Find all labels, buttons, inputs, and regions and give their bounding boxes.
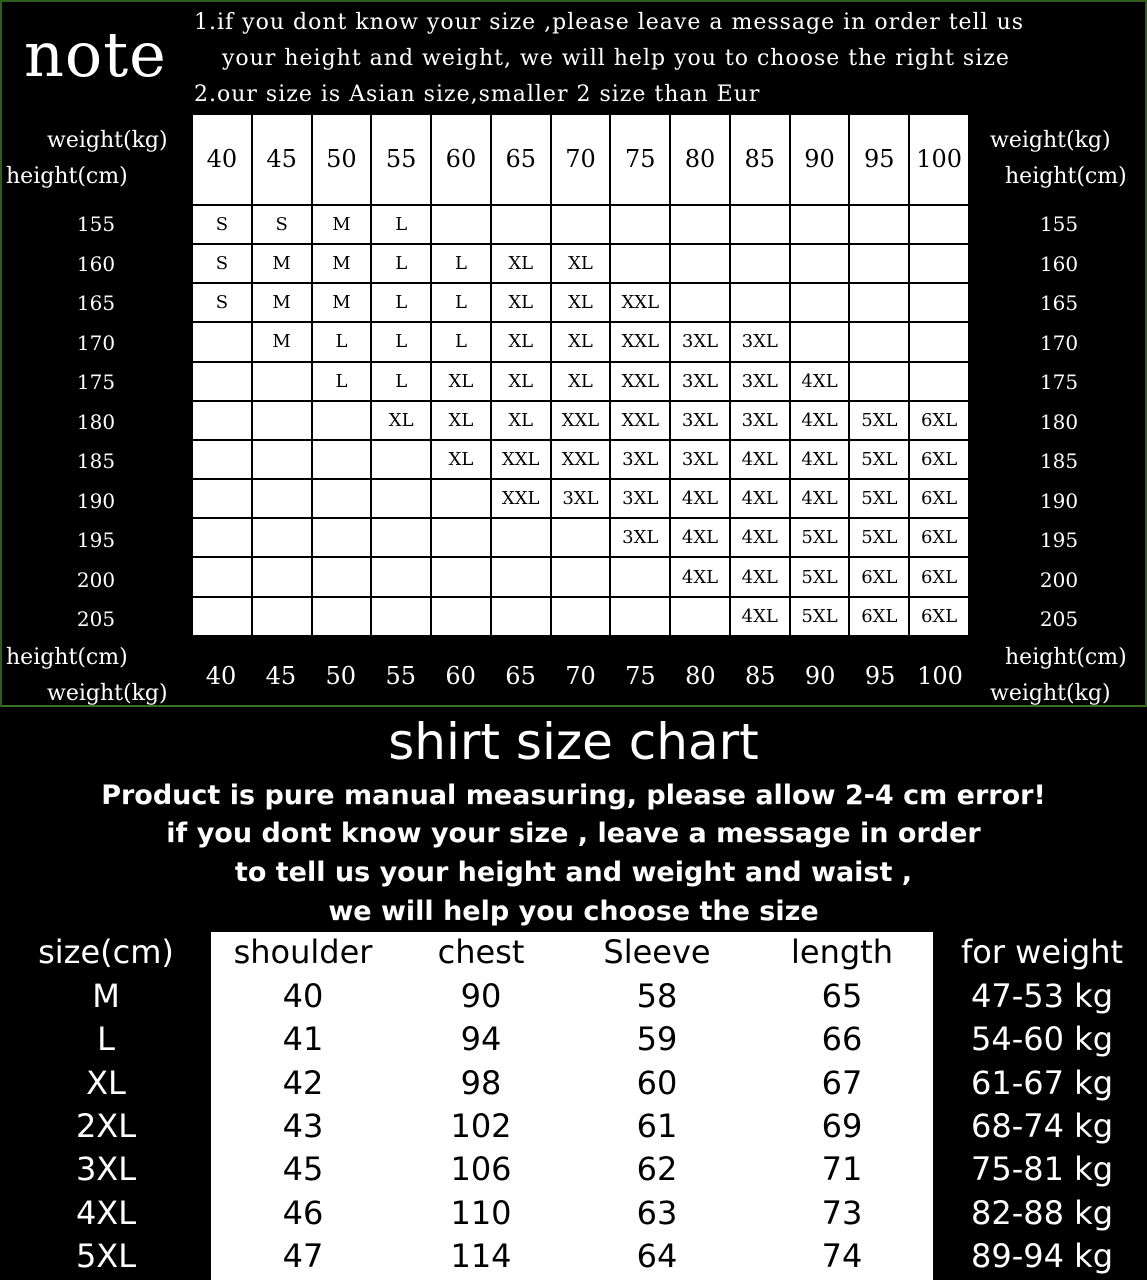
weight-header-cell: 80 — [670, 114, 730, 205]
left-height-label-160: 160 — [76, 251, 116, 276]
size-grid-cell: M — [252, 283, 312, 322]
weight-header-cell: 85 — [730, 114, 790, 205]
size-grid-cell: XL — [491, 322, 551, 361]
size-grid-cell: 3XL — [610, 440, 670, 479]
size-grid-cell — [431, 205, 491, 244]
size-grid-cell: 5XL — [849, 401, 909, 440]
weight-header-cell: 55 — [371, 114, 431, 205]
size-grid-cell — [192, 557, 252, 596]
size-grid-cell — [790, 283, 850, 322]
size-grid-cell — [192, 479, 252, 518]
bottom-right-weight-label: weight(kg) — [990, 681, 1111, 706]
size-grid-cell: XL — [431, 440, 491, 479]
shirt-chart-title: shirt size chart — [388, 713, 759, 771]
size-grid-cell: M — [252, 322, 312, 361]
size-grid-row — [192, 401, 969, 440]
size-grid-cell: 4XL — [790, 440, 850, 479]
cell-sleeve: 62 — [636, 1150, 678, 1189]
size-grid-row — [192, 597, 969, 636]
size-grid-cell — [192, 440, 252, 479]
size-grid-cell — [730, 283, 790, 322]
size-grid-cell — [371, 597, 431, 636]
weight-header-cell: 75 — [610, 114, 670, 205]
weight-header-cell: 100 — [909, 114, 969, 205]
cell-length: 65 — [821, 977, 863, 1015]
right-height-label-205: 205 — [1039, 607, 1079, 631]
left-height-label-205: 205 — [76, 607, 116, 631]
right-height-label-175: 175 — [1039, 370, 1079, 394]
cell-for-weight: 89-94 kg — [971, 1236, 1113, 1275]
size-grid-cell — [491, 205, 551, 244]
size-grid-cell — [551, 205, 611, 244]
weight-header-cell: 40 — [192, 114, 252, 205]
size-grid-cell — [670, 597, 730, 636]
size-grid-cell — [670, 283, 730, 322]
size-grid-cell: M — [312, 244, 372, 283]
size-grid-cell: S — [192, 205, 252, 244]
size-grid-cell — [431, 557, 491, 596]
size-grid-cell: XL — [491, 401, 551, 440]
size-grid-cell: XXL — [551, 401, 611, 440]
cell-chest: 110 — [450, 1193, 512, 1232]
size-grid-row — [192, 479, 969, 518]
cell-size: 2XL — [75, 1106, 137, 1145]
cell-for-weight: 47-53 kg — [971, 977, 1113, 1015]
cell-length: 67 — [821, 1063, 863, 1102]
size-grid-cell — [610, 597, 670, 636]
size-grid-cell: L — [371, 362, 431, 401]
size-grid-row — [192, 205, 969, 244]
size-grid-cell — [312, 518, 372, 557]
right-height-label: height(cm) — [1005, 164, 1127, 189]
left-height-label-200: 200 — [76, 567, 116, 592]
size-grid-cell — [192, 362, 252, 401]
size-grid-cell: 3XL — [730, 362, 790, 401]
bottom-right-height-label: height(cm) — [1005, 645, 1127, 670]
size-grid-row — [192, 518, 969, 557]
bottom-weight-cell: 65 — [505, 662, 536, 690]
cell-sleeve: 61 — [636, 1106, 678, 1145]
size-grid-cell — [192, 597, 252, 636]
header-for-weight: for weight — [960, 933, 1124, 971]
right-height-label-160: 160 — [1039, 251, 1079, 276]
size-grid-cell — [431, 597, 491, 636]
size-grid-cell — [252, 362, 312, 401]
size-grid-cell: 6XL — [849, 557, 909, 596]
size-grid-cell: XL — [551, 283, 611, 322]
size-grid-cell — [849, 283, 909, 322]
size-grid-cell: 4XL — [790, 362, 850, 401]
cell-for-weight: 54-60 kg — [971, 1020, 1113, 1059]
size-grid-cell — [790, 244, 850, 283]
size-grid-cell: L — [431, 244, 491, 283]
size-grid-cell: 4XL — [670, 518, 730, 557]
size-grid-cell: XL — [431, 362, 491, 401]
bottom-weight-cell: 40 — [205, 662, 237, 690]
left-height-label-190: 190 — [76, 488, 116, 513]
shirt-note-line-2: if you dont know your size , leave a message in order — [166, 818, 981, 849]
size-grid-cell — [192, 518, 252, 557]
size-grid-cell: 3XL — [670, 322, 730, 361]
bottom-weight-cell: 80 — [685, 662, 716, 690]
size-grid-cell — [551, 557, 611, 596]
size-grid-cell — [312, 597, 372, 636]
left-height-label: height(cm) — [6, 164, 128, 189]
bottom-weight-cell: 75 — [625, 662, 656, 690]
right-height-label-185: 185 — [1039, 449, 1079, 473]
size-grid-cell: 6XL — [909, 597, 969, 636]
size-grid-cell: 4XL — [670, 479, 730, 518]
size-grid-cell — [252, 479, 312, 518]
left-height-label-155: 155 — [76, 212, 116, 236]
right-height-label-200: 200 — [1039, 567, 1079, 592]
weight-header-cell: 60 — [431, 114, 491, 205]
cell-chest: 98 — [460, 1063, 502, 1102]
note-heading: note — [24, 18, 167, 91]
size-grid-cell — [730, 205, 790, 244]
size-grid-cell — [610, 244, 670, 283]
cell-shoulder: 40 — [282, 977, 324, 1015]
size-grid-row — [192, 440, 969, 479]
cell-shoulder: 45 — [282, 1150, 324, 1189]
weight-header-cell: 50 — [312, 114, 372, 205]
size-grid-cell — [909, 283, 969, 322]
size-grid-table — [191, 113, 970, 637]
size-grid-cell: M — [312, 205, 372, 244]
shirt-note-line-4: we will help you choose the size — [328, 896, 819, 927]
size-grid-cell — [192, 401, 252, 440]
size-grid-cell: XXL — [491, 440, 551, 479]
cell-chest: 102 — [450, 1106, 512, 1145]
cell-sleeve: 63 — [636, 1193, 678, 1232]
size-grid-cell: 4XL — [670, 557, 730, 596]
cell-shoulder: 47 — [282, 1236, 324, 1275]
size-grid-cell: 4XL — [730, 440, 790, 479]
size-grid-cell — [849, 205, 909, 244]
left-weight-label: weight(kg) — [47, 128, 168, 153]
size-grid-cell: 3XL — [730, 401, 790, 440]
size-grid-cell — [371, 557, 431, 596]
size-grid-cell: 6XL — [909, 401, 969, 440]
size-grid-cell: 6XL — [909, 479, 969, 518]
size-grid-cell: M — [312, 283, 372, 322]
header-sleeve: Sleeve — [603, 933, 711, 971]
bottom-left-weight-label: weight(kg) — [47, 681, 168, 706]
cell-for-weight: 82-88 kg — [971, 1193, 1113, 1232]
size-grid-row — [192, 557, 969, 596]
cell-for-weight: 75-81 kg — [971, 1150, 1113, 1189]
size-grid-cell: XXL — [491, 479, 551, 518]
cell-size: XL — [86, 1063, 126, 1102]
size-grid-cell — [491, 597, 551, 636]
size-grid-cell — [849, 244, 909, 283]
size-grid-cell: L — [371, 322, 431, 361]
size-grid-cell: XL — [551, 362, 611, 401]
size-grid-cell — [252, 557, 312, 596]
size-grid-cell — [551, 597, 611, 636]
size-grid-cell — [252, 518, 312, 557]
size-grid-cell: XL — [551, 322, 611, 361]
cell-length: 66 — [821, 1020, 863, 1059]
bottom-weight-cell: 55 — [385, 662, 416, 690]
header-length: length — [791, 933, 893, 971]
cell-shoulder: 42 — [282, 1063, 324, 1102]
weight-header-row — [192, 114, 969, 205]
size-grid-cell — [790, 322, 850, 361]
cell-chest: 106 — [450, 1150, 512, 1189]
size-grid-cell: S — [192, 283, 252, 322]
weight-header-cell: 70 — [551, 114, 611, 205]
bottom-weight-cell: 45 — [265, 662, 297, 690]
size-grid-cell: XXL — [551, 440, 611, 479]
size-grid-cell: 5XL — [849, 518, 909, 557]
size-grid-cell — [610, 205, 670, 244]
bottom-weight-cell: 60 — [445, 662, 476, 690]
size-grid-cell: 3XL — [610, 479, 670, 518]
right-height-label-155: 155 — [1039, 212, 1079, 236]
size-grid-cell: 3XL — [730, 322, 790, 361]
size-grid-cell: 5XL — [849, 479, 909, 518]
bottom-weight-cell: 95 — [864, 662, 896, 690]
note-line-1: 1.if you dont know your size ,please leave a message in order tell us — [194, 10, 1025, 35]
size-grid-cell: L — [431, 322, 491, 361]
size-grid-cell: 3XL — [551, 479, 611, 518]
size-grid-cell: 4XL — [730, 479, 790, 518]
size-grid-cell: L — [371, 244, 431, 283]
size-grid-cell — [551, 518, 611, 557]
right-height-label-165: 165 — [1039, 291, 1079, 315]
bottom-weight-cell: 100 — [917, 662, 963, 690]
size-grid-cell: 3XL — [670, 362, 730, 401]
weight-header-cell: 90 — [790, 114, 850, 205]
cell-for-weight: 61-67 kg — [971, 1063, 1113, 1102]
size-grid-cell: L — [371, 283, 431, 322]
cell-size: 3XL — [75, 1150, 137, 1189]
size-grid-cell — [610, 557, 670, 596]
size-grid-cell: S — [192, 244, 252, 283]
weight-header-cell: 95 — [849, 114, 909, 205]
cell-size: L — [97, 1020, 115, 1059]
size-grid-cell: 5XL — [790, 518, 850, 557]
size-grid-cell — [371, 518, 431, 557]
left-height-label-175: 175 — [76, 370, 116, 394]
cell-shoulder: 43 — [282, 1106, 324, 1145]
size-grid-row — [192, 362, 969, 401]
size-grid-cell — [909, 205, 969, 244]
size-grid-cell — [252, 401, 312, 440]
size-grid-cell — [790, 205, 850, 244]
size-grid-body — [192, 205, 969, 636]
right-height-label-180: 180 — [1039, 409, 1079, 434]
size-grid-cell — [312, 557, 372, 596]
size-grid-cell: 6XL — [909, 557, 969, 596]
shirt-note-line-1: Product is pure manual measuring, please allow 2-4 cm error! — [101, 780, 1046, 811]
cell-sleeve: 58 — [636, 977, 678, 1015]
size-grid-cell: M — [252, 244, 312, 283]
size-grid-cell — [670, 205, 730, 244]
size-grid-cell: XXL — [610, 322, 670, 361]
size-grid-cell — [371, 479, 431, 518]
bottom-weight-cell: 50 — [325, 662, 357, 690]
size-grid-cell: 6XL — [849, 597, 909, 636]
weight-header-cell: 65 — [491, 114, 551, 205]
weight-header-cell: 45 — [252, 114, 312, 205]
shirt-note-line-3: to tell us your height and weight and waist , — [234, 857, 913, 888]
size-grid-cell — [371, 440, 431, 479]
cell-sleeve: 60 — [636, 1063, 678, 1102]
size-grid-cell: 6XL — [909, 440, 969, 479]
size-grid-cell: L — [371, 205, 431, 244]
bottom-weight-cell: 90 — [804, 662, 836, 690]
size-grid-cell: L — [431, 283, 491, 322]
note-line-3: 2.our size is Asian size,smaller 2 size than Eur — [194, 82, 761, 107]
size-grid-cell — [312, 401, 372, 440]
right-height-label-190: 190 — [1039, 488, 1079, 513]
size-grid-cell — [431, 518, 491, 557]
cell-size: 4XL — [75, 1193, 137, 1232]
size-grid-cell — [192, 322, 252, 361]
size-grid-cell: 3XL — [670, 440, 730, 479]
right-height-label-195: 195 — [1039, 528, 1079, 552]
header-chest: chest — [437, 933, 525, 971]
header-shoulder: shoulder — [233, 933, 373, 971]
left-height-label-170: 170 — [76, 330, 116, 355]
cell-for-weight: 68-74 kg — [971, 1106, 1113, 1145]
size-grid-cell: 4XL — [790, 479, 850, 518]
size-grid-cell: S — [252, 205, 312, 244]
right-weight-label: weight(kg) — [990, 128, 1111, 153]
size-grid-row — [192, 283, 969, 322]
note-line-2: your height and weight, we will help you to choose the right size — [222, 46, 1010, 71]
size-grid-row — [192, 244, 969, 283]
size-grid-row — [192, 322, 969, 361]
cell-length: 71 — [821, 1150, 863, 1189]
size-grid-cell — [312, 479, 372, 518]
size-grid-cell — [491, 557, 551, 596]
size-grid-cell — [849, 362, 909, 401]
cell-sleeve: 64 — [636, 1236, 678, 1275]
size-grid-cell: 4XL — [730, 518, 790, 557]
size-grid-cell — [849, 322, 909, 361]
size-grid-cell: 4XL — [730, 557, 790, 596]
size-grid-cell — [730, 244, 790, 283]
left-height-label-165: 165 — [76, 291, 116, 315]
size-grid-cell: XL — [491, 283, 551, 322]
size-grid-cell — [670, 244, 730, 283]
size-grid-cell: L — [312, 362, 372, 401]
left-height-label-185: 185 — [76, 449, 116, 473]
cell-shoulder: 46 — [282, 1193, 324, 1232]
cell-chest: 90 — [460, 977, 502, 1015]
size-grid-cell: 5XL — [849, 440, 909, 479]
size-grid-cell: XL — [431, 401, 491, 440]
size-grid-cell — [909, 244, 969, 283]
cell-length: 69 — [821, 1106, 863, 1145]
bottom-weight-cell: 70 — [565, 662, 596, 690]
size-grid-cell: XXL — [610, 362, 670, 401]
cell-sleeve: 59 — [636, 1020, 678, 1059]
size-grid-cell — [431, 479, 491, 518]
size-grid-cell: 4XL — [730, 597, 790, 636]
bottom-weight-row — [191, 664, 970, 688]
size-grid-cell: L — [312, 322, 372, 361]
cell-length: 74 — [821, 1236, 863, 1275]
cell-length: 73 — [821, 1193, 863, 1232]
size-grid-cell — [909, 322, 969, 361]
size-grid-cell: XL — [551, 244, 611, 283]
size-grid-cell: 5XL — [790, 597, 850, 636]
size-grid-cell — [252, 440, 312, 479]
left-height-label-195: 195 — [76, 528, 116, 552]
size-grid-cell: 5XL — [790, 557, 850, 596]
cell-chest: 114 — [450, 1236, 512, 1275]
cell-size: 5XL — [75, 1236, 137, 1275]
size-grid-cell: XL — [491, 244, 551, 283]
size-grid-cell — [312, 440, 372, 479]
cell-chest: 94 — [460, 1020, 502, 1059]
cell-shoulder: 41 — [282, 1020, 324, 1059]
size-grid-cell: XL — [491, 362, 551, 401]
bottom-weight-cell: 85 — [744, 662, 776, 690]
size-grid-cell: 4XL — [790, 401, 850, 440]
size-grid-cell: 3XL — [610, 518, 670, 557]
size-grid-cell: XXL — [610, 283, 670, 322]
size-grid-cell — [252, 597, 312, 636]
size-grid-cell: 3XL — [670, 401, 730, 440]
right-height-label-170: 170 — [1039, 330, 1079, 355]
size-grid-cell — [491, 518, 551, 557]
size-grid-cell: XXL — [610, 401, 670, 440]
size-grid-cell: XL — [371, 401, 431, 440]
size-grid-cell: 6XL — [909, 518, 969, 557]
left-height-label-180: 180 — [76, 409, 116, 434]
size-grid-cell — [909, 362, 969, 401]
bottom-left-height-label: height(cm) — [6, 645, 128, 670]
cell-size: M — [92, 977, 120, 1015]
header-size: size(cm) — [38, 933, 174, 971]
